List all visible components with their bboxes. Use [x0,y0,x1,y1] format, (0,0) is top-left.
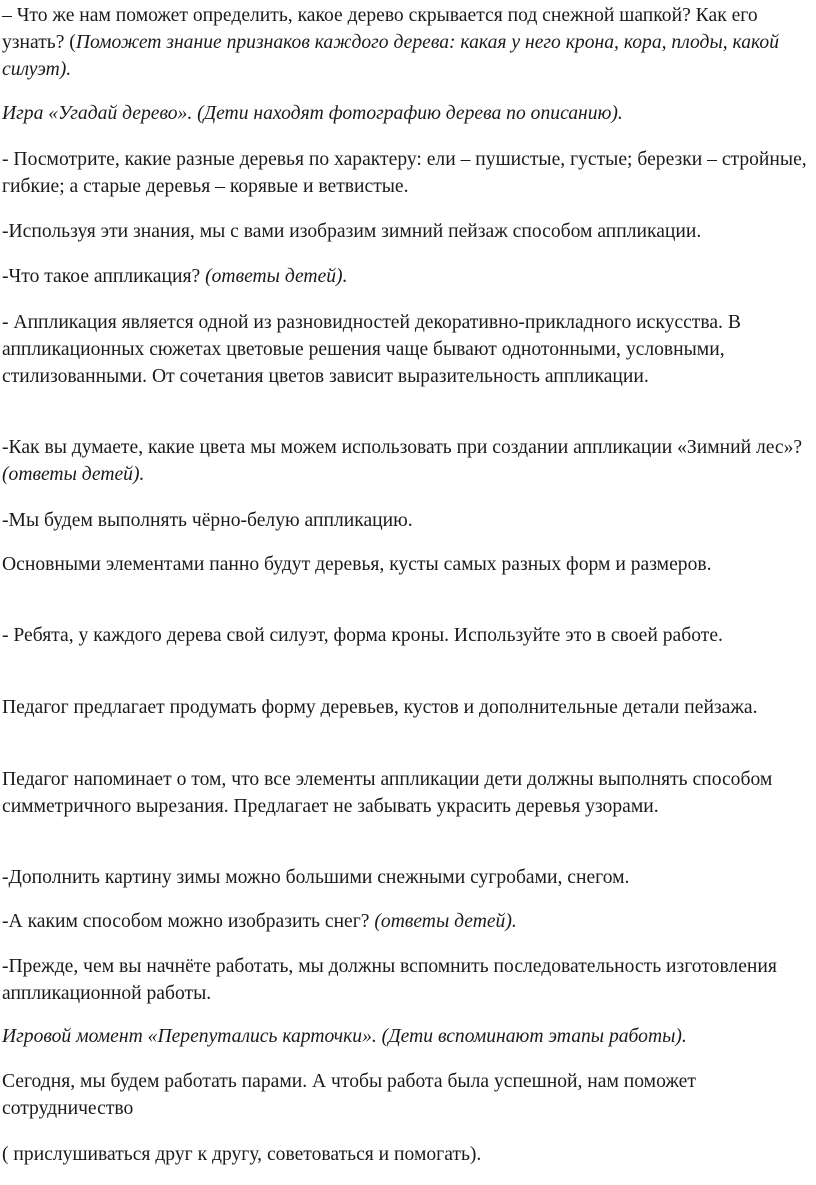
text-run: -Прежде, чем вы начнёте работать, мы должны вспомнить последовательность изготовления аппликационной работы. [2,956,777,1004]
paragraph-teacher-suggests [2,694,814,721]
paragraph-tree-silhouette [2,622,814,649]
text-run-italic: (ответы детей). [374,911,517,932]
text-run: Сегодня, мы будем работать парами. А чтобы работа была успешной, нам поможет сотрудничество [2,1071,696,1119]
text-run: – Что же нам поможет определить, какое дерево скрывается под снежной шапкой? Как его узнать? ( [2,5,758,53]
paragraph-snowdrifts [2,864,814,891]
text-run: -Как вы думаете, какие цвета мы можем использовать при создании аппликации «Зимний лес»? [2,437,803,458]
text-run: -Дополнить картину зимы можно большими снежными сугробами, снегом. [2,867,630,888]
paragraph-panel-elements [2,551,814,578]
text-run: -Используя эти знания, мы с вами изобразим зимний пейзаж способом аппликации. [2,221,702,242]
text-run-italic: (ответы детей). [205,266,348,287]
text-run: - Посмотрите, какие разные деревья по характеру: ели – пушистые, густые; березки – стройные, гибкие; а старые деревья – корявые и ветвистые. [2,149,807,197]
text-run: -Что такое аппликация? [2,266,206,287]
text-run: Педагог напоминает о том, что все элементы аппликации дети должны выполнять способом симметричного вырезания. Предлагает не забывать украсить деревья узорами. [2,769,773,817]
text-run: -А каким способом можно изобразить снег? [2,911,375,932]
text-run: Педагог предлагает продумать форму деревьев, кустов и дополнительные детали пейзажа. [2,697,758,718]
paragraph-game-guess-tree [2,100,814,127]
paragraph-teacher-reminds [2,766,814,820]
paragraph-tree-characters [2,146,814,200]
text-run: Основными элементами панно будут деревья, кусты самых разных форм и размеров. [2,554,712,575]
text-run-italic: Поможет знание признаков каждого дерева: какая у него крона, кора, плоды, какой силуэт). [2,32,780,80]
text-run-italic: Игра «Угадай дерево». (Дети находят фотографию дерева по описанию). [2,103,623,124]
paragraph-what-is-applique [2,263,814,290]
paragraph-cooperation [2,1141,814,1168]
paragraph-work-sequence [2,953,814,1007]
paragraph-winter-landscape [2,218,814,245]
text-run: -Мы будем выполнять чёрно-белую аппликацию. [2,510,413,531]
paragraph-question-tree [2,2,814,83]
paragraph-snow-question [2,908,814,935]
paragraph-pair-work [2,1068,814,1122]
text-run-italic: Игровой момент «Перепутались карточки». (Дети вспоминают этапы работы). [2,1026,687,1047]
text-run-italic: (ответы детей). [2,464,145,485]
paragraph-colors-question [2,434,814,488]
text-run: - Ребята, у каждого дерева свой силуэт, форма кроны. Используйте это в своей работе. [2,625,723,646]
paragraph-applique-definition [2,309,814,390]
text-run: ( прислушиваться друг к другу, советоваться и помогать). [2,1144,482,1165]
paragraph-black-white [2,507,814,534]
text-run: - Аппликация является одной из разновидностей декоративно-прикладного искусства. В аппликационных сюжетах цветовые решения чаще бывают однотонными, условными, стилизованными. От сочетания цветов зависит выразительность аппликации. [2,312,741,387]
paragraph-game-cards [2,1023,814,1050]
